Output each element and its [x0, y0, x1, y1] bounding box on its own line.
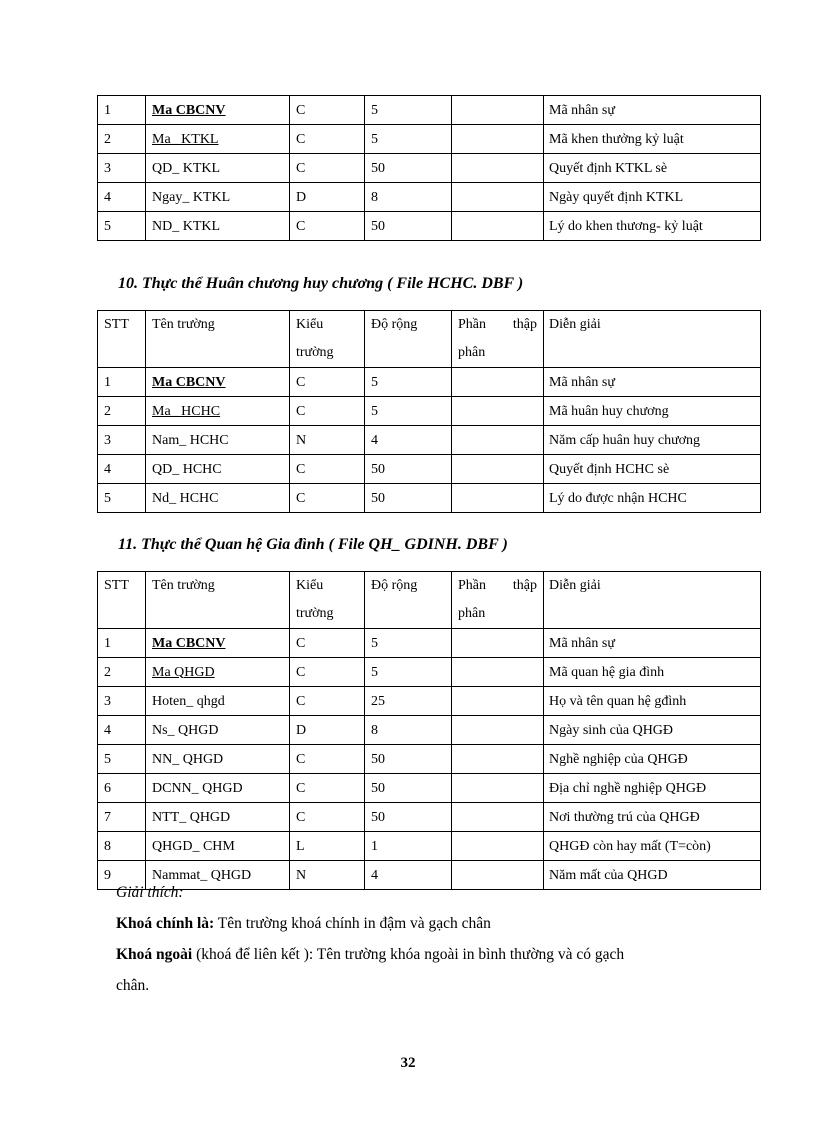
foreign-key-label: Khoá ngoài: [116, 946, 193, 963]
header-decimal-word2: thập: [512, 317, 537, 332]
cell-stt: 3: [98, 426, 146, 455]
cell-type: C: [290, 455, 365, 484]
cell-stt: 2: [98, 658, 146, 687]
header-type-line1: Kiểu: [296, 578, 324, 593]
cell-desc: Địa chỉ nghề nghiệp QHGĐ: [544, 774, 761, 803]
header-stt: STT: [98, 311, 146, 368]
cell-field: Hoten_ qhgd: [146, 687, 290, 716]
cell-decimal: [452, 658, 544, 687]
table-row: [98, 745, 761, 774]
cell-decimal: [452, 861, 544, 890]
ktkl-table: [97, 95, 761, 241]
cell-decimal: [452, 687, 544, 716]
table-row: [98, 658, 761, 687]
hchc-table-body: [98, 368, 761, 513]
table-row: [98, 774, 761, 803]
table-row: [98, 455, 761, 484]
explain-label: Giải thích:: [116, 884, 184, 901]
cell-width: 5: [365, 658, 452, 687]
cell-width: 4: [365, 426, 452, 455]
foreign-key-text: (khoá để liên kết ): Tên trường khóa ngoài in bình thường và có gạch: [192, 946, 625, 963]
cell-desc: Ngày quyết định KTKL: [544, 183, 761, 212]
cell-field: Ns_ QHGD: [146, 716, 290, 745]
table-row: [98, 154, 761, 183]
cell-decimal: [452, 484, 544, 513]
header-decimal-word1: Phần: [458, 578, 486, 593]
cell-width: 50: [365, 212, 452, 241]
table-row: [98, 687, 761, 716]
cell-field: NN_ QHGD: [146, 745, 290, 774]
cell-field: Ma QHGD: [146, 658, 290, 687]
hchc-table: [97, 310, 761, 513]
cell-stt: 4: [98, 183, 146, 212]
header-decimal: [452, 311, 544, 368]
page-number: 32: [400, 1055, 416, 1071]
header-type: [290, 572, 365, 629]
cell-type: C: [290, 687, 365, 716]
table-row: [98, 803, 761, 832]
cell-desc: Họ và tên quan hệ gđình: [544, 687, 761, 716]
cell-desc: Nơi thường trú của QHGĐ: [544, 803, 761, 832]
table-row: [98, 397, 761, 426]
header-width: Độ rộng: [365, 572, 452, 629]
header-field: Tên trường: [146, 572, 290, 629]
primary-key-text: Tên trường khoá chính in đậm và gạch chân: [214, 915, 491, 932]
header-desc: Diễn giải: [544, 311, 761, 368]
cell-decimal: [452, 774, 544, 803]
cell-width: 1: [365, 832, 452, 861]
cell-desc: QHGĐ còn hay mất (T=còn): [544, 832, 761, 861]
cell-stt: 9: [98, 861, 146, 890]
cell-stt: 1: [98, 368, 146, 397]
cell-field: Ma CBCNV: [146, 368, 290, 397]
cell-decimal: [452, 455, 544, 484]
cell-decimal: [452, 154, 544, 183]
cell-type: C: [290, 774, 365, 803]
cell-field: NTT_ QHGD: [146, 803, 290, 832]
header-stt: STT: [98, 572, 146, 629]
cell-stt: 4: [98, 716, 146, 745]
table-row: [98, 426, 761, 455]
cell-decimal: [452, 629, 544, 658]
cell-type: C: [290, 125, 365, 154]
header-decimal-word2: thập: [512, 578, 537, 593]
cell-type: N: [290, 861, 365, 890]
cell-stt: 5: [98, 212, 146, 241]
header-decimal-line2: phân: [458, 606, 486, 621]
cell-decimal: [452, 745, 544, 774]
cell-type: C: [290, 484, 365, 513]
cell-field: DCNN_ QHGD: [146, 774, 290, 803]
section-10-title: 10. Thực thể Huân chương huy chương ( File HCHC. DBF ): [118, 275, 524, 292]
cell-type: C: [290, 212, 365, 241]
cell-type: D: [290, 183, 365, 212]
table-row: [98, 484, 761, 513]
cell-type: C: [290, 397, 365, 426]
cell-type: L: [290, 832, 365, 861]
header-type-line2: trường: [296, 606, 334, 621]
cell-decimal: [452, 183, 544, 212]
cell-desc: Ngày sinh của QHGĐ: [544, 716, 761, 745]
cell-desc: Quyết định KTKL sè: [544, 154, 761, 183]
table-row: [98, 716, 761, 745]
cell-field: Ma CBCNV: [146, 96, 290, 125]
cell-stt: 8: [98, 832, 146, 861]
header-decimal: [452, 572, 544, 629]
cell-desc: Mã nhân sự: [544, 629, 761, 658]
cell-desc: Mã khen thưởng kỷ luật: [544, 125, 761, 154]
cell-type: C: [290, 803, 365, 832]
cell-stt: 2: [98, 125, 146, 154]
cell-stt: 1: [98, 96, 146, 125]
cell-width: 25: [365, 687, 452, 716]
cell-decimal: [452, 397, 544, 426]
cell-type: D: [290, 716, 365, 745]
cell-width: 5: [365, 397, 452, 426]
table-row: [98, 96, 761, 125]
cell-decimal: [452, 716, 544, 745]
cell-desc: Lý do được nhận HCHC: [544, 484, 761, 513]
cell-type: C: [290, 368, 365, 397]
cell-desc: Lý do khen thương- kỷ luật: [544, 212, 761, 241]
cell-width: 50: [365, 455, 452, 484]
table-header-row: [98, 572, 761, 629]
table-row: [98, 368, 761, 397]
cell-decimal: [452, 368, 544, 397]
cell-stt: 2: [98, 397, 146, 426]
cell-stt: 5: [98, 745, 146, 774]
cell-field: ND_ KTKL: [146, 212, 290, 241]
header-width: Độ rộng: [365, 311, 452, 368]
cell-decimal: [452, 832, 544, 861]
cell-field: QHGD_ CHM: [146, 832, 290, 861]
cell-desc: Mã nhân sự: [544, 96, 761, 125]
header-decimal-word1: Phần: [458, 317, 486, 332]
cell-field: QD_ HCHC: [146, 455, 290, 484]
cell-desc: Quyết định HCHC sè: [544, 455, 761, 484]
cell-type: N: [290, 426, 365, 455]
cell-width: 50: [365, 774, 452, 803]
table-row: [98, 125, 761, 154]
cell-stt: 5: [98, 484, 146, 513]
cell-stt: 6: [98, 774, 146, 803]
cell-decimal: [452, 803, 544, 832]
cell-field: QD_ KTKL: [146, 154, 290, 183]
header-type-line2: trường: [296, 345, 334, 360]
cell-width: 50: [365, 154, 452, 183]
header-type: [290, 311, 365, 368]
cell-type: C: [290, 96, 365, 125]
cell-width: 50: [365, 484, 452, 513]
cell-width: 5: [365, 125, 452, 154]
cell-field: Nammat_ QHGD: [146, 861, 290, 890]
cell-width: 8: [365, 183, 452, 212]
cell-field: Nam_ HCHC: [146, 426, 290, 455]
cell-decimal: [452, 212, 544, 241]
cell-desc: Nghề nghiệp của QHGĐ: [544, 745, 761, 774]
ktkl-table-body: [98, 96, 761, 241]
cell-field: Ngay_ KTKL: [146, 183, 290, 212]
table-row: [98, 861, 761, 890]
header-type-line1: Kiểu: [296, 317, 324, 332]
cell-width: 5: [365, 96, 452, 125]
cell-decimal: [452, 96, 544, 125]
primary-key-label: Khoá chính là:: [116, 915, 215, 932]
cell-width: 4: [365, 861, 452, 890]
table-row: [98, 629, 761, 658]
cell-type: C: [290, 745, 365, 774]
section-11-title: 11. Thực thể Quan hệ Gia đình ( File QH_ GDINH. DBF ): [118, 536, 508, 553]
cell-decimal: [452, 125, 544, 154]
foreign-key-note: [116, 946, 624, 964]
cell-width: 5: [365, 368, 452, 397]
cell-desc: Mã quan hệ gia đình: [544, 658, 761, 687]
cell-stt: 3: [98, 154, 146, 183]
cell-desc: Năm mất của QHGD: [544, 861, 761, 890]
header-field: Tên trường: [146, 311, 290, 368]
cell-type: C: [290, 658, 365, 687]
foreign-key-note-cont: chân.: [116, 977, 150, 994]
cell-type: C: [290, 629, 365, 658]
cell-field: Nd_ HCHC: [146, 484, 290, 513]
cell-desc: Năm cấp huân huy chương: [544, 426, 761, 455]
cell-width: 50: [365, 745, 452, 774]
table-row: [98, 832, 761, 861]
cell-stt: 1: [98, 629, 146, 658]
qhgd-table-body: [98, 629, 761, 890]
cell-type: C: [290, 154, 365, 183]
qhgd-table: [97, 571, 761, 890]
cell-width: 8: [365, 716, 452, 745]
cell-stt: 7: [98, 803, 146, 832]
cell-desc: Mã nhân sự: [544, 368, 761, 397]
cell-desc: Mã huân huy chương: [544, 397, 761, 426]
cell-stt: 4: [98, 455, 146, 484]
primary-key-note: [116, 915, 491, 933]
cell-stt: 3: [98, 687, 146, 716]
cell-field: Ma_ KTKL: [146, 125, 290, 154]
cell-decimal: [452, 426, 544, 455]
table-row: [98, 183, 761, 212]
cell-width: 5: [365, 629, 452, 658]
header-desc: Diễn giải: [544, 572, 761, 629]
header-decimal-line2: phân: [458, 345, 486, 360]
table-header-row: [98, 311, 761, 368]
table-row: [98, 212, 761, 241]
cell-width: 50: [365, 803, 452, 832]
cell-field: Ma CBCNV: [146, 629, 290, 658]
cell-field: Ma_ HCHC: [146, 397, 290, 426]
